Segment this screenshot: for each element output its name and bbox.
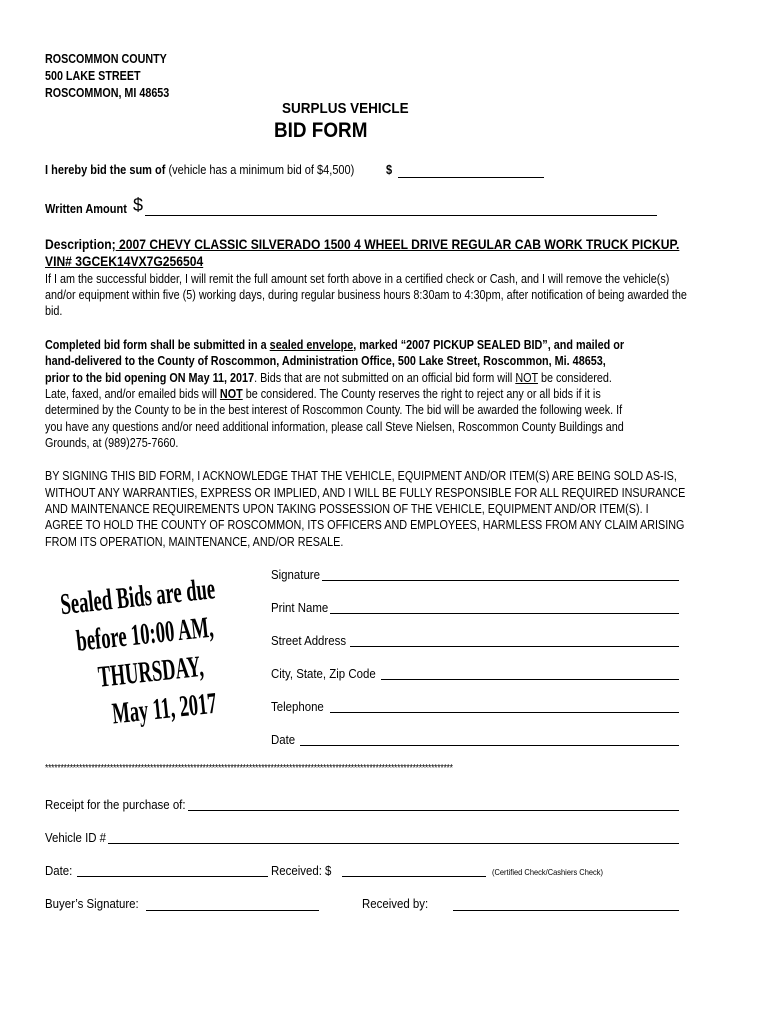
acknowledge-line-5: FROM ITS OPERATION, MAINTENANCE, AND/OR RESALE. xyxy=(45,535,344,549)
written-dollar-sign: $ xyxy=(133,195,144,215)
print-name-label: Print Name xyxy=(271,600,329,615)
print-name-field[interactable] xyxy=(330,613,679,614)
received-amount-field[interactable] xyxy=(342,876,486,877)
receipt-date-label: Date: xyxy=(45,863,73,878)
bid-sum-label: I hereby bid the sum of (vehicle has a minimum bid of $4,500) xyxy=(45,163,355,177)
date-field[interactable] xyxy=(300,745,679,746)
terms-line-1: If I am the successful bidder, I will remit the full amount set forth above in a certified check or Cash, and I will remove the vehicle(s) xyxy=(45,272,670,286)
submission-line-3: prior to the bid opening ON May 11, 2017. Bids that are not submitted on an official bid form will NOT be considered. xyxy=(45,371,612,385)
terms-line-3: bid. xyxy=(45,304,63,318)
buyer-signature-label: Buyer’s Signature: xyxy=(45,896,139,911)
buyer-signature-field[interactable] xyxy=(146,910,319,911)
submission-line-2: hand-delivered to the County of Roscommon, Administration Office, 500 Lake Street, Roscommon, Mi. 48653, xyxy=(45,354,606,368)
acknowledge-line-1: BY SIGNING THIS BID FORM, I ACKNOWLEDGE THAT THE VEHICLE, EQUIPMENT AND/OR ITEM(S) ARE BEING SOLD AS-IS, xyxy=(45,469,677,483)
street-address-field[interactable] xyxy=(350,646,679,647)
written-amount-label: Written Amount xyxy=(45,202,127,216)
county-city: ROSCOMMON, MI 48653 xyxy=(45,86,170,100)
receipt-date-field[interactable] xyxy=(77,876,268,877)
telephone-label: Telephone xyxy=(271,699,324,714)
submission-line-7: Grounds, at (989)275-7660. xyxy=(45,436,179,450)
city-state-zip-label: City, State, Zip Code xyxy=(271,666,376,681)
bid-amount-field[interactable] xyxy=(398,177,544,178)
date-label: Date xyxy=(271,732,296,747)
county-street: 500 LAKE STREET xyxy=(45,69,141,83)
submission-line-6: you have any questions and/or need additional information, please call Steve Nielsen, Roscommon County Buildings and xyxy=(45,420,624,434)
notice-line-1: Sealed Bids are due xyxy=(58,572,217,622)
notice-line-4: May 11, 2017 xyxy=(110,686,219,731)
vehicle-id-label: Vehicle ID # xyxy=(45,830,107,845)
check-type-note: (Certified Check/Cashiers Check) xyxy=(492,867,603,877)
county-name: ROSCOMMON COUNTY xyxy=(45,52,167,66)
description-line: Description; 2007 CHEVY CLASSIC SILVERADO 1500 4 WHEEL DRIVE REGULAR CAB WORK TRUCK PICKUP. xyxy=(45,236,680,252)
written-amount-field[interactable] xyxy=(145,215,657,216)
received-amount-label: Received: $ xyxy=(271,863,332,878)
notice-line-2: before 10:00 AM, xyxy=(74,610,215,658)
received-by-field[interactable] xyxy=(453,910,679,911)
terms-line-2: and/or equipment within five (5) working days, during regular business hours 8:30am to 4:30pm, after notification of being awarded the xyxy=(45,288,687,302)
street-address-label: Street Address xyxy=(271,633,347,648)
form-subtitle: SURPLUS VEHICLE xyxy=(282,101,409,117)
acknowledge-line-3: AND MAINTENANCE REQUIREMENTS UPON TAKING POSSESSION OF THE VEHICLE, EQUIPMENT AND/OR ITEM(S). I xyxy=(45,502,649,516)
submission-line-4: Late, faxed, and/or emailed bids will NOT be considered. The County reserves the right to reject any or all bids if it is xyxy=(45,387,601,401)
receipt-purchase-field[interactable] xyxy=(188,810,679,811)
notice-line-3: THURSDAY, xyxy=(96,649,206,694)
acknowledge-line-2: WITHOUT ANY WARRANTIES, EXPRESS OR IMPLIED, AND I WILL BE FULLY RESPONSIBLE FOR ALL REQUIRED INSURANCE xyxy=(45,486,686,500)
form-title: BID FORM xyxy=(274,119,368,142)
vin-number: VIN# 3GCEK14VX7G256504 xyxy=(45,253,204,269)
submission-line-5: determined by the County to be in the best interest of Roscommon County. The bid will be awarded the following week. If xyxy=(45,403,623,417)
city-state-zip-field[interactable] xyxy=(381,679,679,680)
vehicle-id-field[interactable] xyxy=(108,843,679,844)
receipt-purchase-label: Receipt for the purchase of: xyxy=(45,797,186,812)
separator-line: ************************************************************************************************************************************ xyxy=(45,763,453,774)
bid-dollar-sign: $ xyxy=(386,163,393,177)
received-by-label: Received by: xyxy=(362,896,429,911)
acknowledge-line-4: AGREE TO HOLD THE COUNTY OF ROSCOMMON, ITS OFFICERS AND EMPLOYEES, HARMLESS FROM ANY CLAIM ARISING xyxy=(45,518,685,532)
submission-line-1: Completed bid form shall be submitted in a sealed envelope, marked “2007 PICKUP SEALED BID”, and mailed or xyxy=(45,338,625,352)
signature-label: Signature xyxy=(271,567,320,582)
signature-field[interactable] xyxy=(322,580,679,581)
sealed-bids-notice xyxy=(54,562,270,742)
telephone-field[interactable] xyxy=(330,712,679,713)
